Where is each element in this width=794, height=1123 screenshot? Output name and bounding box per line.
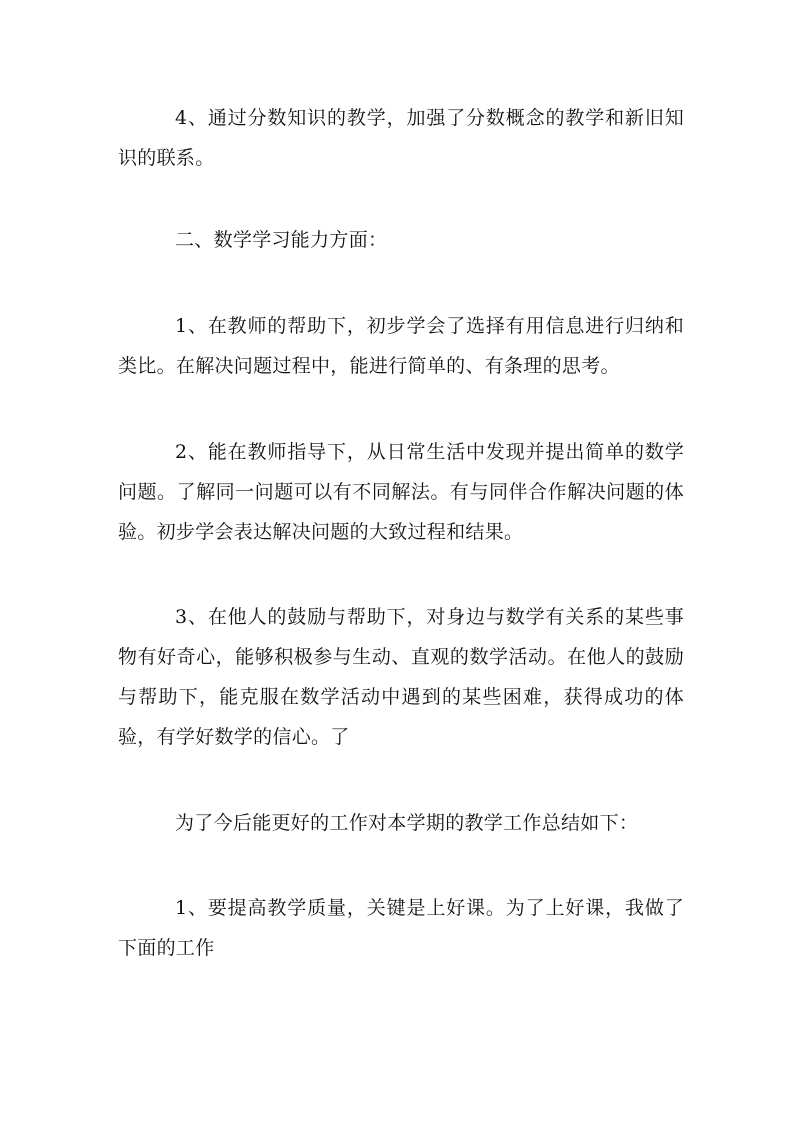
- paragraph-summary-intro: [118, 803, 684, 843]
- paragraph-text: 2、能在教师指导下，从日常生活中发现并提出简单的数学问题。了解同一问题可以有不同解法。有与同伴合作解决问题的体验。初步学会表达解决问题的大致过程和结果。: [118, 441, 684, 543]
- paragraph-teaching-quality: [118, 888, 684, 968]
- paragraph-text: 3、在他人的鼓励与帮助下，对身边与数学有关系的某些事物有好奇心，能够积极参与生动、直观的数学活动。在他人的鼓励与帮助下，能克服在数学活动中遇到的某些困难，获得成功的体验，有学好数学的信心。了: [118, 606, 684, 748]
- paragraph-information-analysis: [118, 306, 684, 386]
- paragraph-text: 1、要提高教学质量，关键是上好课。为了上好课，我做了下面的工作: [118, 897, 684, 959]
- heading-text: 二、数学学习能力方面：: [175, 229, 388, 251]
- paragraph-encouragement: [118, 597, 684, 757]
- paragraph-text: 为了今后能更好的工作对本学期的教学工作总结如下：: [175, 812, 639, 834]
- paragraph-fraction-knowledge: [118, 98, 684, 178]
- paragraph-text: 4、通过分数知识的教学，加强了分数概念的教学和新旧知识的联系。: [118, 107, 684, 169]
- section-heading-math-ability: [118, 220, 684, 260]
- paragraph-text: 1、在教师的帮助下，初步学会了选择有用信息进行归纳和类比。在解决问题过程中，能进行简单的、有条理的思考。: [118, 315, 684, 377]
- paragraph-problem-solving: [118, 432, 684, 552]
